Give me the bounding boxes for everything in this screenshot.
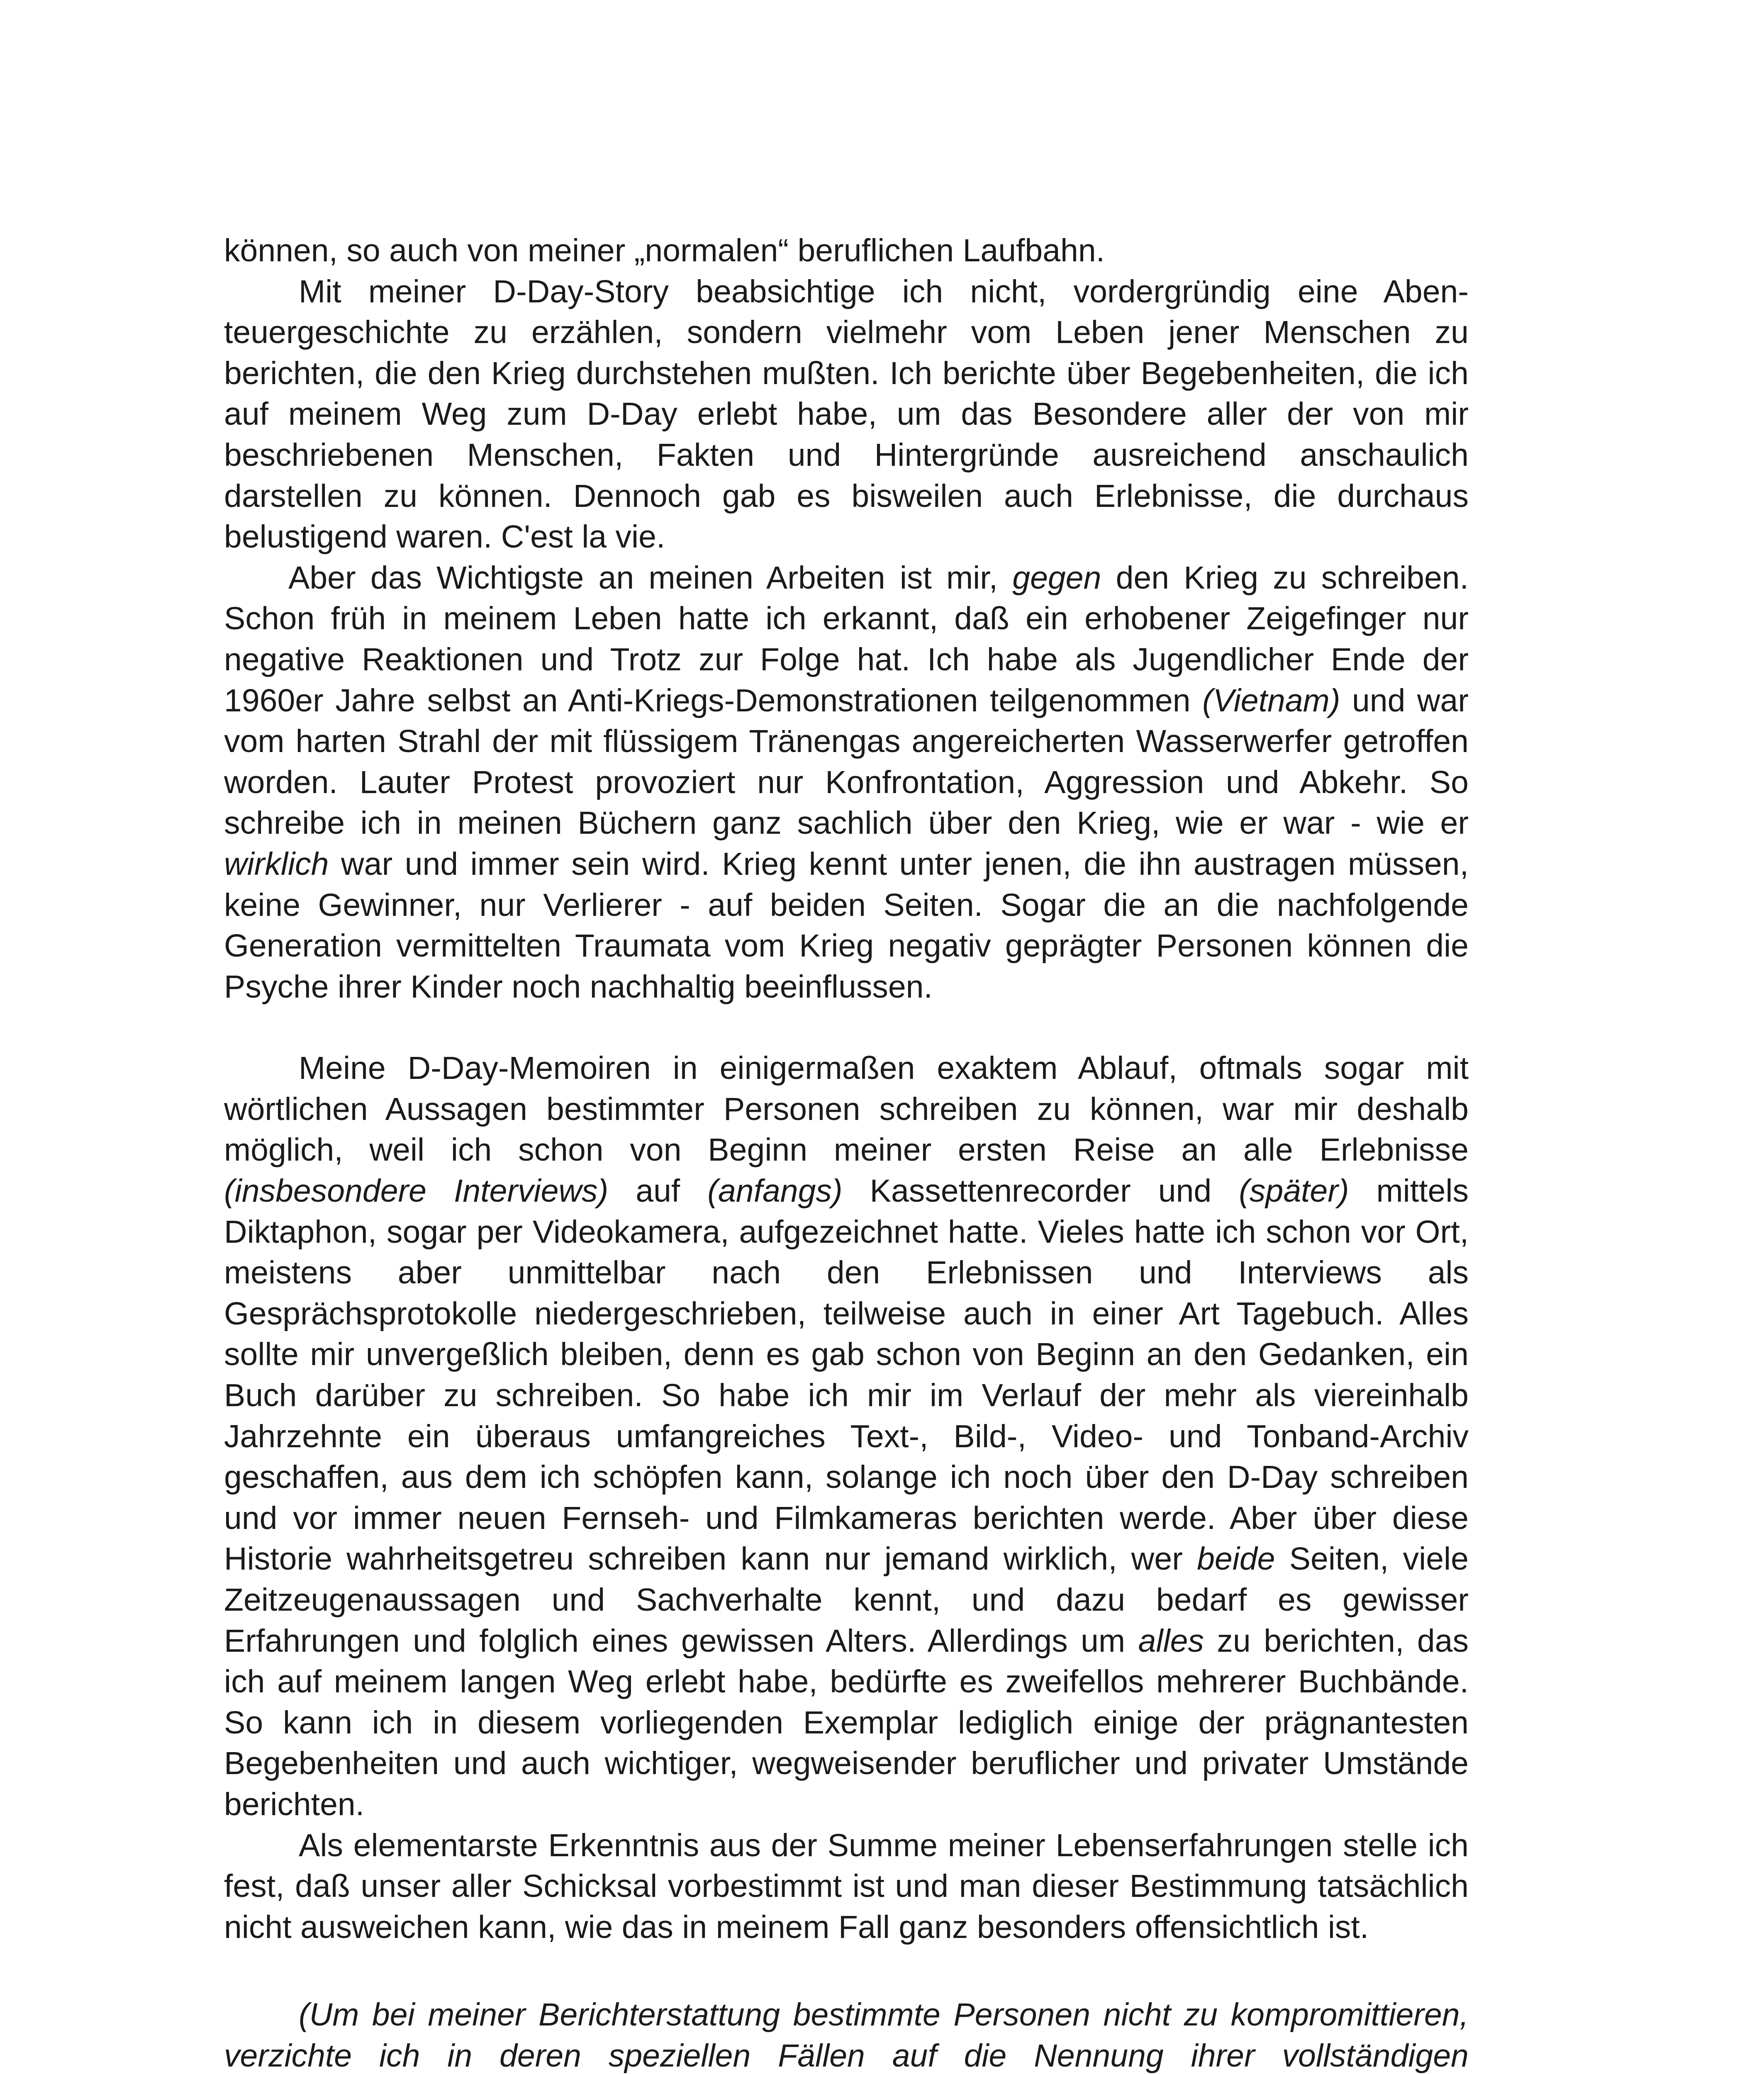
paragraph-d-day-story (224, 271, 1469, 557)
text-run: Seiten, viele Zeitzeugenaussagen und Sachverhalte kennt, und dazu bedarf es gewisser Erfahrungen und folglich eines gewissen Alters. Allerdings um (224, 1541, 1469, 1659)
text-run: auf (608, 1173, 708, 1209)
paragraph-text: Mit meiner D-Day-Story beabsichtige ich nicht, vordergründig eine Abenteuergeschichte zu erzählen, sondern vielmehr vom Leben jener Menschen zu berichten, die den Krieg durchstehen mußten. Ich berichte über Begebenheiten, die ich auf meinem Weg zum D-Day erlebt habe, um das Besondere aller der von mir beschriebenen Menschen, Fakten und Hintergründe ausreichend anschaulich darstellen zu können. Dennoch gab es bisweilen auch Erlebnisse, die durchaus belustigend waren. C'est la vie. (224, 273, 1469, 555)
emphasis: wirklich (224, 846, 329, 882)
paragraph-text: Als elementarste Erkenntnis aus der Summe meiner Lebenserfahrungen stelle ich fest, daß unser aller Schicksal vorbestimmt ist und man dieser Bestimmung tatsächlich nicht ausweichen kann, wie das in meinem Fall ganz besonders offensichtlich ist. (224, 1827, 1469, 1945)
paragraph-text: können, so auch von meiner „normalen“ beruflichen Laufbahn. (224, 233, 1105, 268)
text-run: Aber das Wichtigste an meinen Arbeiten ist mir, (288, 560, 1013, 596)
paragraph-insight (224, 1825, 1469, 1948)
paragraph-against-war (224, 557, 1469, 1008)
text-run: Kassettenrecorder und (842, 1173, 1239, 1209)
emphasis: beide (1197, 1541, 1275, 1577)
emphasis: (später) (1239, 1173, 1349, 1209)
paragraph-memoirs (224, 1048, 1469, 1825)
emphasis: gegen (1012, 560, 1101, 596)
text-run: war und immer sein wird. Krieg kennt unter jenen, die ihn austragen müssen, keine Gewinner, nur Verlierer - auf beiden Seiten. Sogar die an die nachfolgende Generation vermittelten Traumata vom Krieg negativ geprägter Personen können die Psyche ihrer Kinder noch nachhaltig beeinflussen. (224, 846, 1469, 1005)
emphasis: (anfangs) (707, 1173, 843, 1209)
emphasis: (Vietnam) (1202, 682, 1340, 718)
text-run: Meine D-Day-Memoiren in einigermaßen exaktem Ablauf, oftmals sogar mit wörtlichen Aussagen bestimmter Personen schreiben zu können, war mir deshalb möglich, weil ich schon von Beginn meiner ersten Reise an alle Erlebnisse (224, 1050, 1469, 1168)
emphasis: alles (1138, 1623, 1204, 1659)
text-run: den Krieg zu schreiben. Schon früh in meinem Leben hatte ich erkannt, daß ein erhobener Zeigefinger nur negative Reaktionen und Trotz zur Folge hat. Ich habe als Jugendlicher Ende der 1960er Jahre selbst an Anti-Kriegs-Demonstrationen teilgenommen (224, 560, 1469, 718)
text-run: mittels Diktaphon, sogar per Videokamera, aufgezeichnet hatte. Vieles hatte ich schon vor Ort, meistens aber unmittelbar nach den Erlebnissen und Interviews als Gesprächsprotokolle niedergeschrieben, teilweise auch in einer Art Tagebuch. Alles sollte mir unvergeßlich bleiben, denn es gab schon von Beginn an den Gedanken, ein Buch darüber zu schreiben. So habe ich mir im Verlauf der mehr als viereinhalb Jahrzehnte ein überaus umfangreiches Text-, Bild-, Video- und Tonband-Archiv geschaffen, aus dem ich schöpfen kann, solange ich noch über den D-Day schreiben und vor immer neuen Fernseh- und Filmkameras berichten werde. Aber über diese Historie wahrheitsgetreu schreiben kann nur jemand wirklich, wer (224, 1173, 1469, 1577)
note-text: (Um bei meiner Berichterstattung bestimmte Personen nicht zu kompromittieren, verzichte ich in deren speziellen Fällen auf die Nennung ihrer vollständigen (224, 1997, 1469, 2074)
body-text (224, 230, 1469, 2074)
emphasis: (insbesondere Interviews) (224, 1173, 609, 1209)
paragraph-note (224, 1994, 1469, 2074)
text-run: und war vom harten Strahl der mit flüssigem Tränengas angereicherten Wasserwerfer getroffen worden. Lauter Protest provoziert nur Konfrontation, Aggression und Abkehr. So schreibe ich in meinen Büchern ganz sachlich über den Krieg, wie er war - wie er (224, 682, 1469, 841)
text-run: zu berichten, das ich auf meinem langen Weg erlebt habe, bedürfte es zweifellos mehrerer Buchbände. So kann ich in diesem vorliegenden Exemplar lediglich einige der prägnantesten Begebenheiten und auch wichtiger, wegweisender beruflicher und privater Umstände berichten. (224, 1623, 1469, 1822)
paragraph-continuation (224, 230, 1469, 271)
